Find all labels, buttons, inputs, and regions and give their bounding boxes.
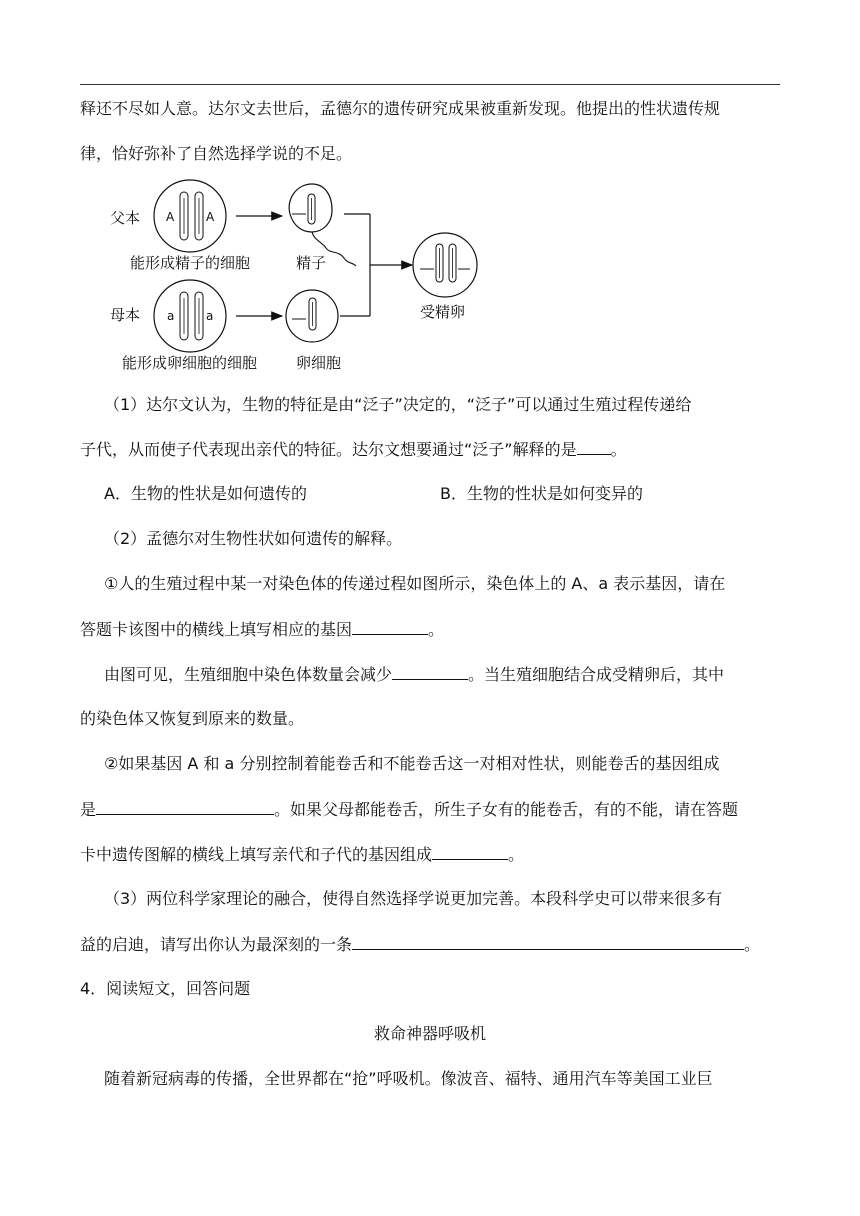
q4-heading: 4．阅读短文，回答问题 (80, 979, 251, 998)
q3-line-2 (80, 933, 760, 956)
q1-option-b: B．生物的性状是如何变异的 (440, 484, 643, 503)
father-cell-caption: 能形成精子的细胞 (130, 254, 251, 272)
q2-p3-line-2-start: 是 (80, 800, 97, 819)
father-cell (154, 180, 226, 252)
q1-line-2-text: 子代，从而使子代表现出亲代的特征。达尔文想要通过“泛子”解释的是 (80, 440, 577, 459)
q1-option-a: A．生物的性状是如何遗传的 (104, 484, 307, 503)
header-rule (80, 84, 780, 85)
mother-label: 母本 (110, 306, 141, 324)
q2-p3-line-3 (80, 843, 524, 866)
q2-p3-line-3-text: 卡中遗传图解的横线上填写亲代和子代的基因组成 (80, 845, 433, 864)
q2-p2-line-1-text: 由图可见，生殖细胞中染色体数量会减少 (104, 665, 393, 684)
q2-p3-line-3-end: 。 (508, 845, 525, 864)
q3-answer-blank[interactable] (352, 933, 744, 950)
father-gene-left: A (166, 210, 175, 224)
q2-gene-blank[interactable] (352, 618, 428, 635)
father-gene-right: A (206, 210, 215, 224)
q2-reduce-blank[interactable] (392, 663, 468, 680)
intro-line-2: 律，恰好弥补了自然选择学说的不足。 (80, 144, 353, 163)
q2-p1-line-2-text: 答题卡该图中的横线上填写相应的基因 (80, 620, 353, 639)
intro-line-1: 释还不尽如人意。达尔文去世后，孟德尔的遗传研究成果被重新发现。他提出的性状遗传规 (80, 99, 721, 118)
q2-p1-line-2 (80, 618, 444, 641)
egg-caption: 卵细胞 (296, 354, 342, 372)
q2-p2-line-1-end: 。当生殖细胞结合成受精卵后，其中 (468, 665, 725, 684)
zygote-caption: 受精卵 (420, 303, 466, 321)
q2-p3-line-2-text: 。如果父母都能卷舌，所生子女有的能卷舌，有的不能，请在答题 (274, 800, 739, 819)
q2-p2-line-1 (104, 663, 724, 686)
q1-line-2-end: 。 (610, 440, 627, 459)
q3-line-2-text: 益的启迪，请写出你认为最深刻的一条 (80, 935, 353, 954)
q3-line-1: （3）两位科学家理论的融合，使得自然选择学说更加完善。本段科学史可以带来很多有 (104, 889, 723, 908)
mother-cell (154, 280, 226, 352)
mother-cell-caption: 能形成卵细胞的细胞 (122, 354, 258, 372)
article-title: 救命神器呼吸机 (373, 1024, 486, 1043)
q2-pedigree-blank[interactable] (432, 843, 508, 860)
q1-line-1: （1）达尔文认为，生物的特征是由“泛子”决定的，“泛子”可以通过生殖过程传递给 (104, 395, 692, 414)
sperm-caption: 精子 (296, 254, 327, 272)
q1-line-2 (80, 438, 627, 461)
article-line-1: 随着新冠病毒的传播，全世界都在“抢”呼吸机。像波音、福特、通用汽车等美国工业巨 (104, 1069, 713, 1088)
zygote-cell (413, 233, 477, 297)
mother-gene-left: a (167, 309, 175, 323)
q3-line-2-end: 。 (744, 935, 761, 954)
father-label: 父本 (110, 209, 141, 227)
q2-p1-line-1: ①人的生殖过程中某一对染色体的传递过程如图所示，染色体上的 A、a 表示基因，请在 (104, 574, 726, 593)
egg-cell (286, 290, 338, 342)
mother-gene-right: a (206, 309, 214, 323)
chromosome-transmission-diagram (100, 176, 520, 376)
q2-title: （2）孟德尔对生物性状如何遗传的解释。 (104, 529, 403, 548)
q2-p3-line-2 (80, 798, 738, 821)
q2-p1-line-2-end: 。 (428, 620, 445, 639)
q2-genotype-blank[interactable] (96, 798, 274, 815)
q2-p2-line-2: 的染色体又恢复到原来的数量。 (80, 709, 305, 728)
q1-answer-blank[interactable] (577, 438, 611, 455)
q2-p3-line-1: ②如果基因 A 和 a 分别控制着能卷舌和不能卷舌这一对相对性状，则能卷舌的基因组成 (104, 754, 720, 773)
